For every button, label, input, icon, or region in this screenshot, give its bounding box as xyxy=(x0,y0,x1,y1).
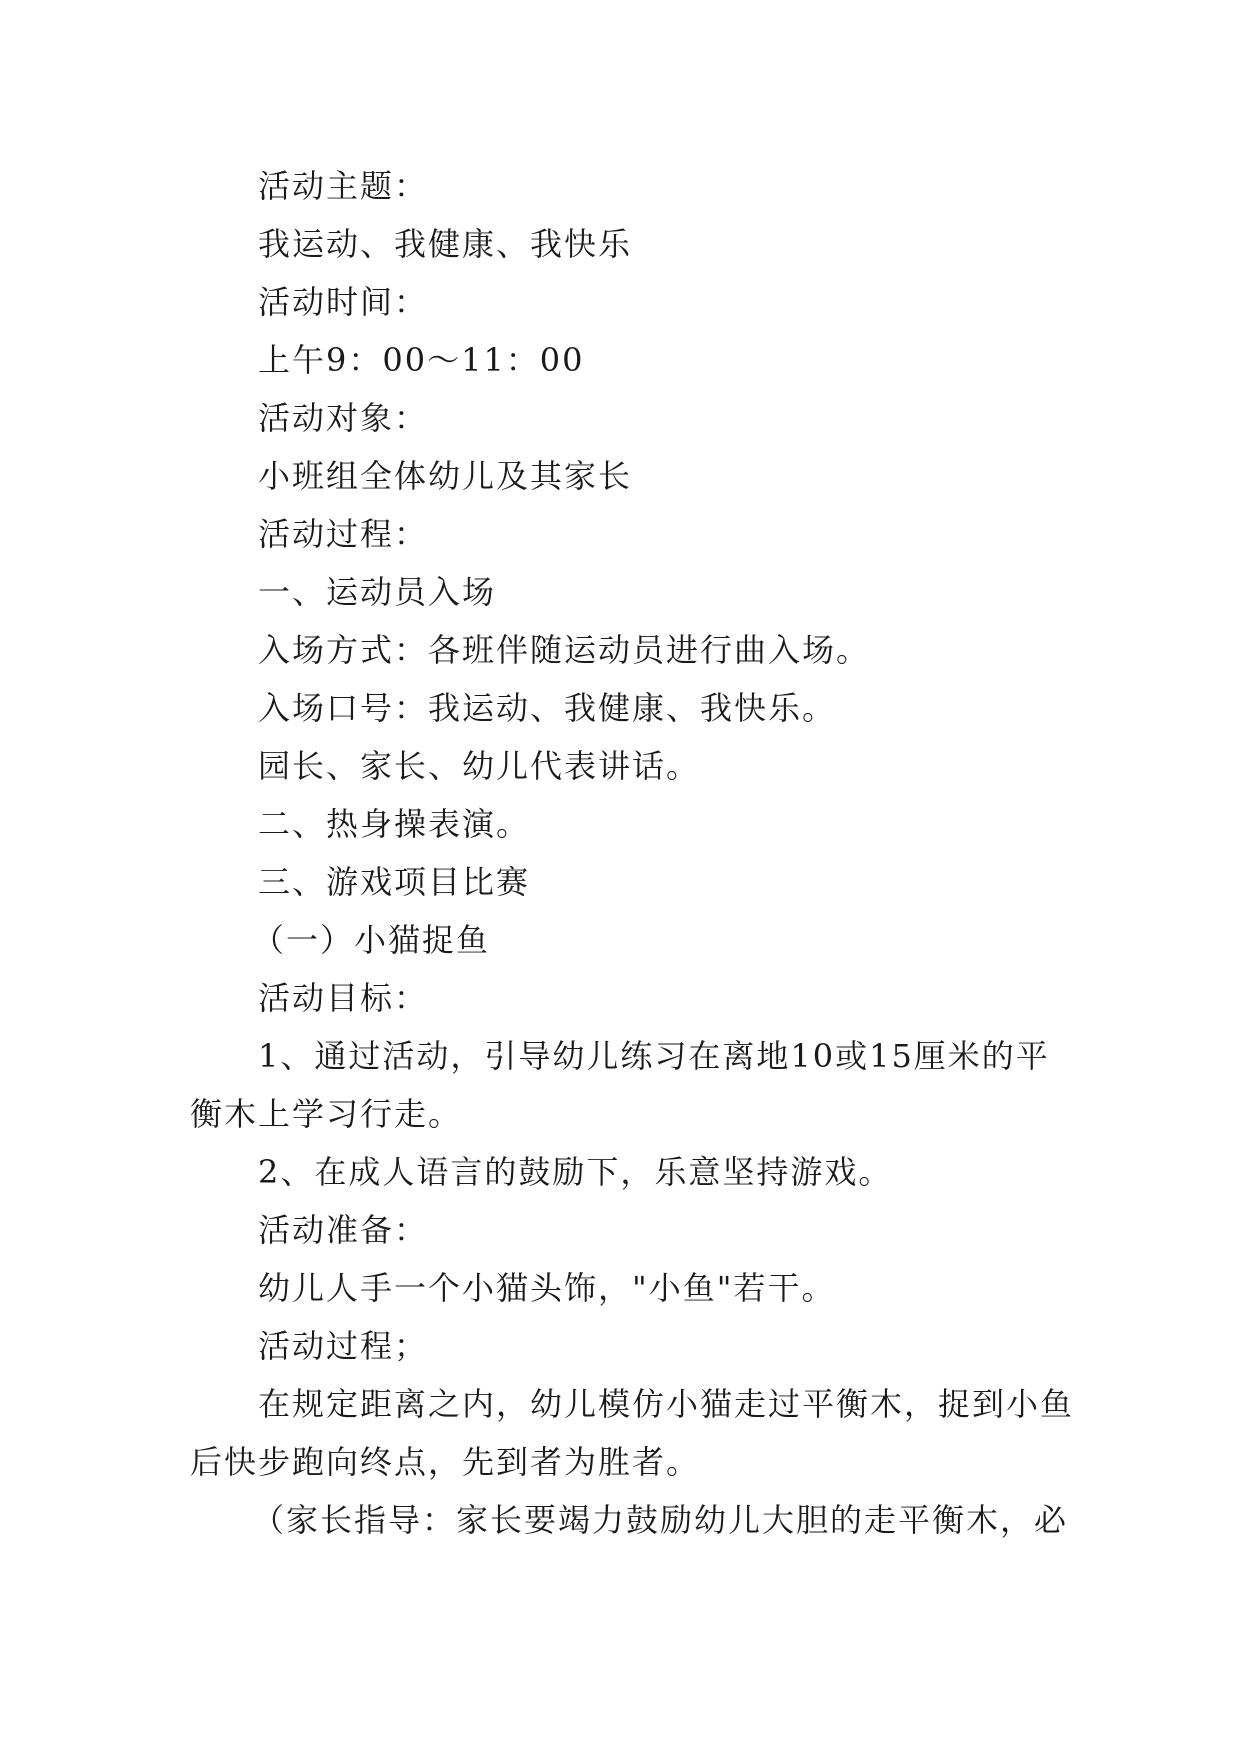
heading-activity-process: 活动过程： xyxy=(258,515,429,553)
process-text-continuation: 后快步跑向终点，先到者为胜者。 xyxy=(190,1443,701,1481)
speeches-text: 园长、家长、幼儿代表讲话。 xyxy=(258,747,701,785)
preparation-text: 幼儿人手一个小猫头饰，"小鱼"若干。 xyxy=(258,1269,836,1307)
entrance-method-text: 入场方式：各班伴随运动员进行曲入场。 xyxy=(258,631,871,669)
parent-guidance-text: （家长指导：家长要竭力鼓励幼儿大胆的走平衡木，必 xyxy=(252,1501,1069,1539)
activity-time-text: 上午9：00～11：00 xyxy=(258,341,585,379)
goal-two-text: 2、在成人语言的鼓励下，乐意坚持游戏。 xyxy=(258,1153,893,1191)
document-body xyxy=(190,157,1075,1549)
heading-activity-target: 活动对象： xyxy=(258,399,429,437)
heading-activity-preparation: 活动准备： xyxy=(258,1211,429,1249)
activity-theme-text: 我运动、我健康、我快乐 xyxy=(258,225,633,263)
heading-activity-goal: 活动目标： xyxy=(258,979,429,1017)
heading-activity-theme: 活动主题： xyxy=(258,167,429,205)
section-two-heading: 二、热身操表演。 xyxy=(258,805,531,843)
goal-one-text: 1、通过活动，引导幼儿练习在离地10或15厘米的平 xyxy=(258,1037,1050,1075)
goal-one-continuation: 衡木上学习行走。 xyxy=(190,1095,463,1133)
activity-target-text: 小班组全体幼儿及其家长 xyxy=(258,457,633,495)
game-one-heading: （一）小猫捉鱼 xyxy=(252,921,491,959)
section-one-heading: 一、运动员入场 xyxy=(258,573,497,611)
heading-activity-time: 活动时间： xyxy=(258,283,429,321)
heading-activity-process-2: 活动过程； xyxy=(258,1327,429,1365)
process-text: 在规定距离之内，幼儿模仿小猫走过平衡木，捉到小鱼 xyxy=(258,1385,1075,1423)
entrance-slogan-text: 入场口号：我运动、我健康、我快乐。 xyxy=(258,689,837,727)
section-three-heading: 三、游戏项目比赛 xyxy=(258,863,531,901)
